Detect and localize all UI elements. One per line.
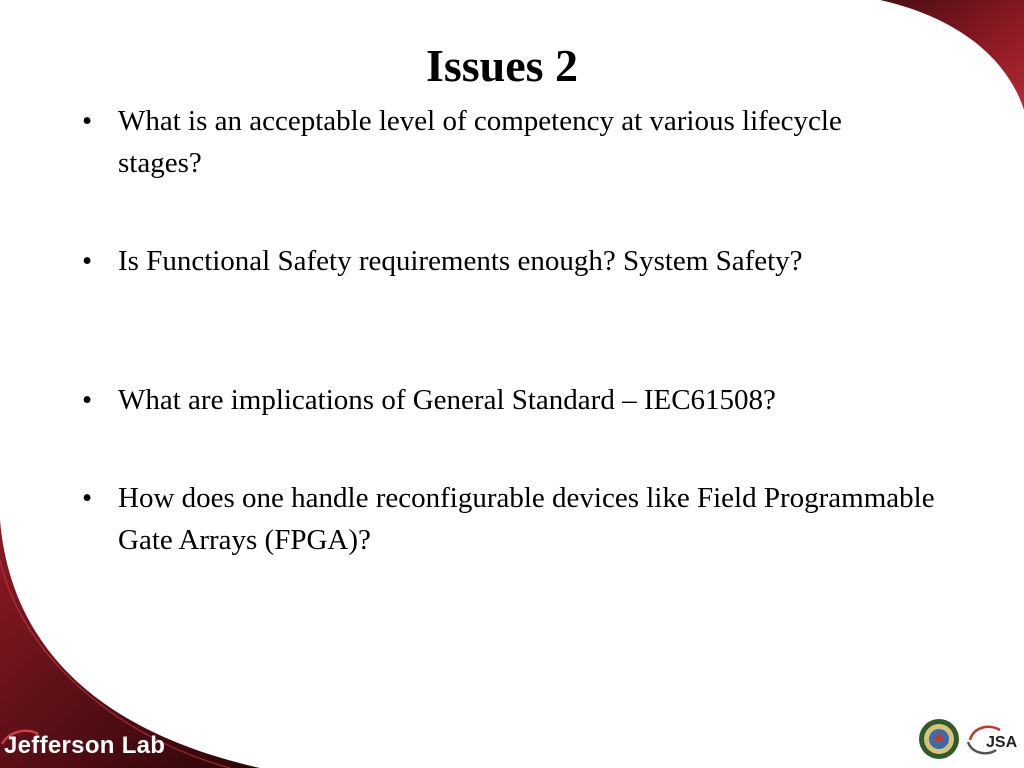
logo-text: Jefferson Lab: [4, 732, 166, 759]
bullet-item: [78, 100, 918, 184]
slide-title: Issues 2: [425, 40, 579, 91]
bullet-item: [78, 379, 938, 421]
jefferson-lab-logo: [0, 728, 200, 764]
bullet-text: What is an acceptable level of competency at various lifecycle stages?: [118, 105, 842, 179]
bullet-dot: •: [82, 245, 93, 277]
doe-seal-icon: [918, 718, 960, 760]
bullet-item: [78, 240, 918, 282]
bullet-item: [78, 477, 938, 561]
bullet-text: What are implications of General Standard – IEC61508?: [118, 384, 776, 416]
bullet-dot: •: [82, 384, 93, 416]
bullet-dot: •: [82, 105, 93, 137]
jsa-logo-text: JSA: [986, 734, 1018, 751]
bullet-text: Is Functional Safety requirements enough? System Safety?: [118, 245, 803, 277]
jsa-logo: [964, 720, 1020, 760]
bullet-dot: •: [82, 482, 93, 514]
bullet-text: How does one handle reconfigurable devices like Field Programmable Gate Arrays (FPGA)?: [118, 482, 935, 556]
